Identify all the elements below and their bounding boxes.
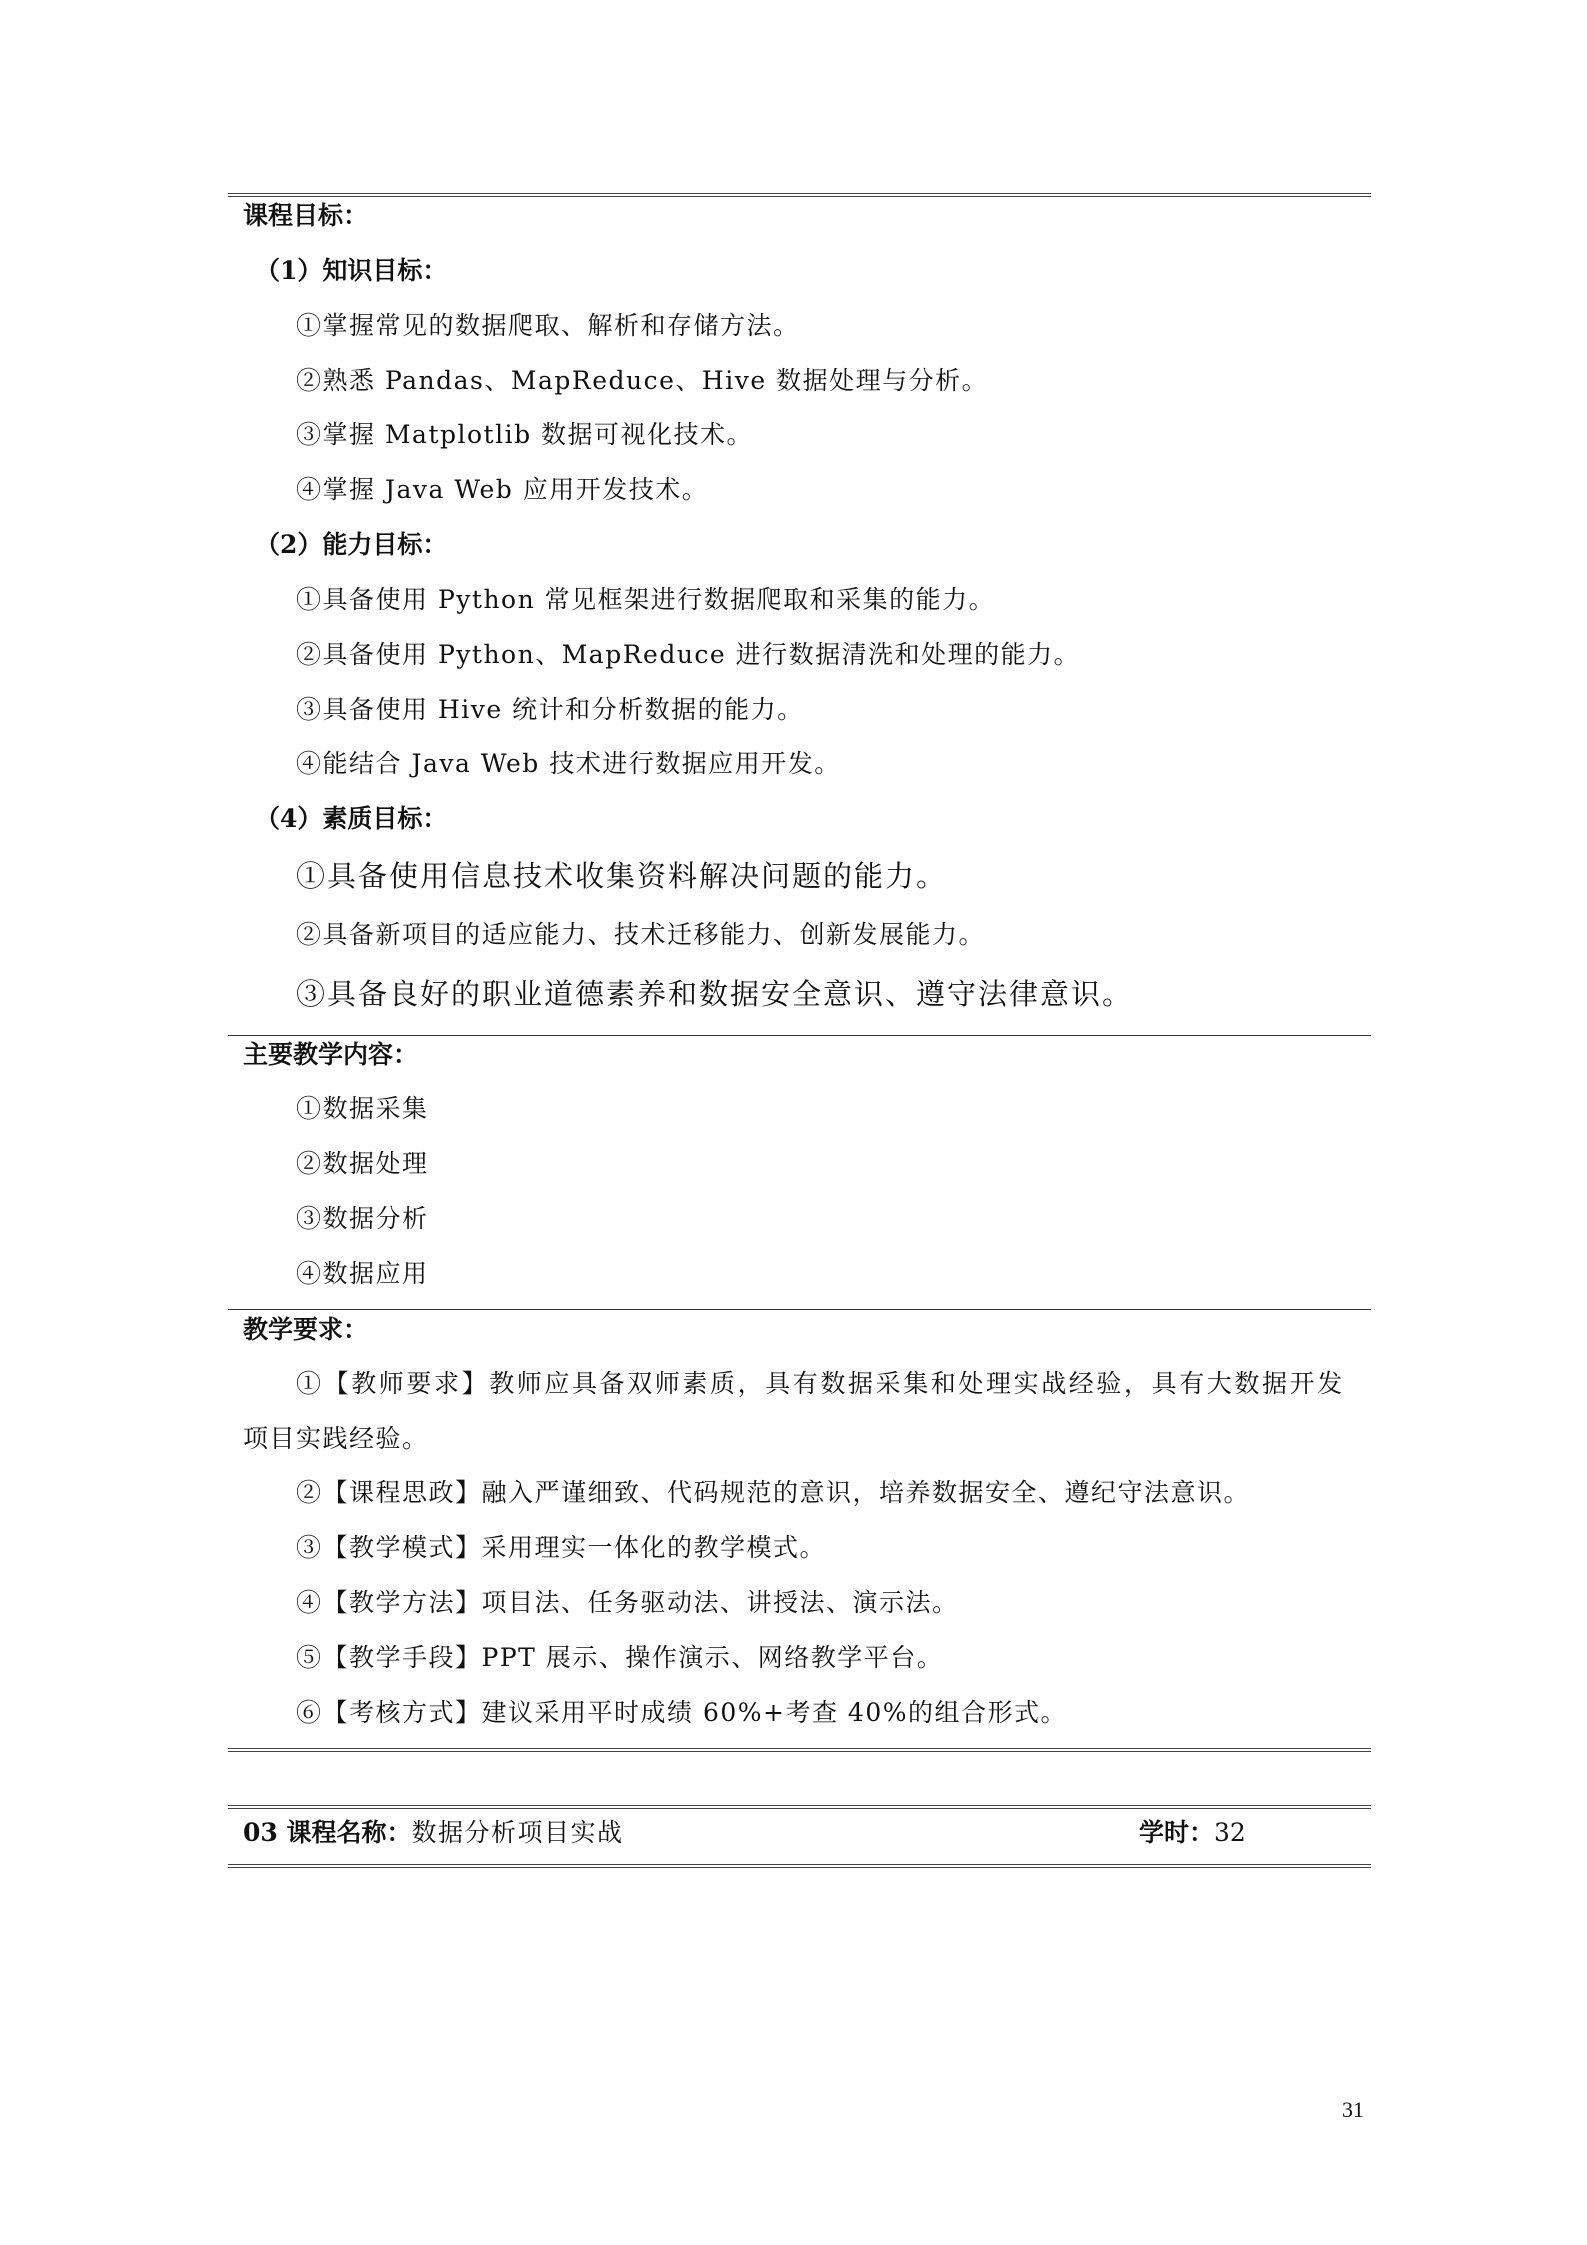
- course-name-label: 03 课程名称：: [243, 1818, 412, 1847]
- knowledge-item-1: ①掌握常见的数据爬取、解析和存储方法。: [296, 311, 800, 340]
- knowledge-heading: （1）知识目标：: [255, 256, 448, 285]
- content-item-1: ①数据采集: [296, 1094, 429, 1123]
- ability-item-2: ②具备使用 Python、MapReduce 进行数据清洗和处理的能力。: [296, 640, 1081, 669]
- hours-label: 学时：: [1139, 1818, 1215, 1847]
- quality-item-1: ①具备使用信息技术收集资料解决问题的能力。: [296, 859, 948, 893]
- content-heading: 主要教学内容：: [243, 1040, 419, 1069]
- content-item-4: ④数据应用: [296, 1259, 429, 1288]
- knowledge-item-2: ②熟悉 Pandas、MapReduce、Hive 数据处理与分析。: [296, 366, 989, 395]
- next-course-row: [243, 1813, 1343, 1847]
- table-bottom-rule: [228, 1748, 1371, 1752]
- top-rule: [228, 193, 1371, 197]
- page-number: 31: [1342, 2097, 1364, 2122]
- section-divider: [228, 1035, 1371, 1036]
- section-divider: [228, 1309, 1371, 1310]
- requirement-item-1-line-2: 项目实践经验。: [243, 1424, 429, 1453]
- quality-item-2: ②具备新项目的适应能力、技术迁移能力、创新发展能力。: [296, 920, 986, 949]
- requirement-item-4: ④【教学方法】项目法、任务驱动法、讲授法、演示法。: [296, 1588, 959, 1617]
- course-name: 数据分析项目实战: [411, 1818, 624, 1847]
- course-hours: [1139, 1813, 1246, 1849]
- content-item-2: ②数据处理: [296, 1149, 429, 1178]
- ability-item-1: ①具备使用 Python 常见框架进行数据爬取和采集的能力。: [296, 585, 996, 614]
- ability-item-3: ③具备使用 Hive 统计和分析数据的能力。: [296, 695, 804, 724]
- objectives-heading: 课程目标：: [243, 201, 369, 230]
- knowledge-item-3: ③掌握 Matplotlib 数据可视化技术。: [296, 420, 754, 449]
- quality-heading: （4）素质目标：: [255, 804, 448, 833]
- next-course-bottom-rule: [228, 1864, 1371, 1868]
- requirement-item-2: ②【课程思政】融入严谨细致、代码规范的意识，培养数据安全、遵纪守法意识。: [296, 1478, 1251, 1507]
- next-course-top-rule: [228, 1805, 1371, 1809]
- requirement-item-3: ③【教学模式】采用理实一体化的教学模式。: [296, 1533, 827, 1562]
- content-item-3: ③数据分析: [296, 1204, 429, 1233]
- requirements-heading: 教学要求：: [243, 1315, 369, 1344]
- hours-value: 32: [1214, 1818, 1246, 1847]
- ability-item-4: ④能结合 Java Web 技术进行数据应用开发。: [296, 749, 841, 778]
- knowledge-item-4: ④掌握 Java Web 应用开发技术。: [296, 475, 709, 504]
- requirement-item-1-line-1: ①【教师要求】教师应具备双师素质，具有数据采集和处理实战经验，具有大数据开发: [296, 1369, 1345, 1398]
- quality-item-3: ③具备良好的职业道德素养和数据安全意识、遵守法律意识。: [296, 977, 1134, 1011]
- requirement-item-6: ⑥【考核方式】建议采用平时成绩 60%+考查 40%的组合形式。: [296, 1698, 1067, 1727]
- ability-heading: （2）能力目标：: [255, 530, 448, 559]
- requirement-item-5: ⑤【教学手段】PPT 展示、操作演示、网络教学平台。: [296, 1643, 944, 1672]
